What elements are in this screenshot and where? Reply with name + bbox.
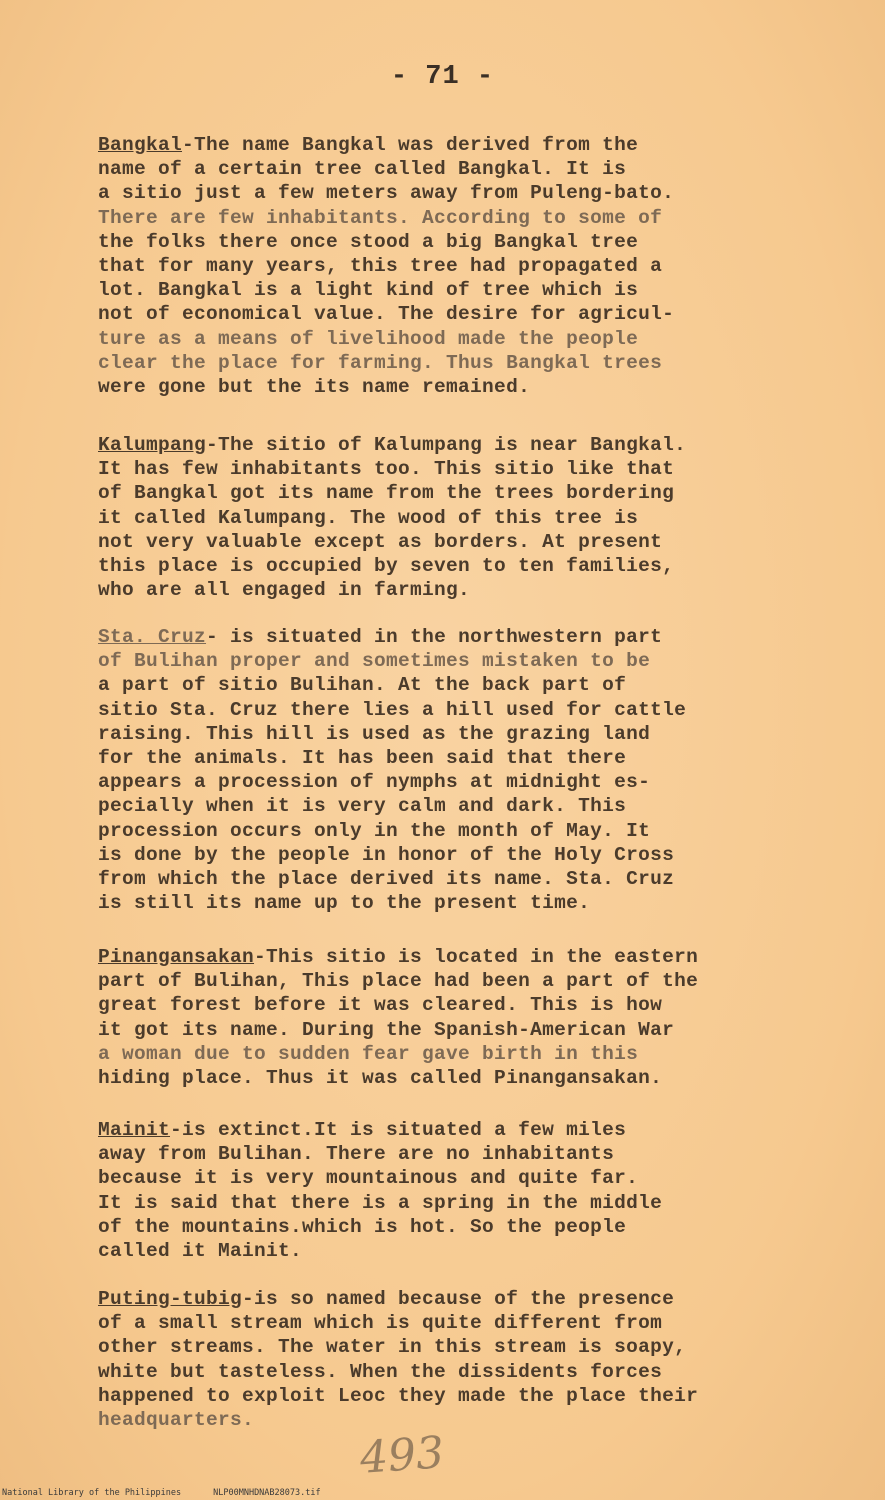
entry-line: clear the place for farming. Thus Bangkal trees: [98, 351, 663, 374]
entry-line: is done by the people in honor of the Holy Cross: [98, 843, 675, 866]
entry-line: it got its name. During the Spanish-American War: [98, 1018, 675, 1041]
entry-line: white but tasteless. When the dissidents forces: [98, 1360, 663, 1383]
entry-line: It has few inhabitants too. This sitio like that: [98, 458, 675, 481]
entry-heading: Sta. Cruz: [98, 626, 207, 648]
page-number: - 71 -: [390, 62, 495, 92]
entry-mainit: [98, 1118, 838, 1263]
entry-line: that for many years, this tree had propagated a: [98, 255, 663, 278]
entry-line: this place is occupied by seven to ten families,: [98, 555, 675, 578]
entry-line: appears a procession of nymphs at midnight es-: [98, 771, 651, 794]
entry-line: called it Mainit.: [98, 1240, 303, 1263]
entry-line: for the animals. It has been said that there: [98, 747, 627, 770]
entry-line: Kalumpang-The sitio of Kalumpang is near Bangkal.: [98, 434, 687, 456]
entry-bangkal: [98, 133, 838, 399]
entry-line: of the mountains.which is hot. So the people: [98, 1215, 627, 1238]
entry-line: happened to exploit Leoc they made the place their: [98, 1384, 699, 1407]
entry-heading: Bangkal: [98, 134, 183, 156]
entry-heading: Pinangansakan: [98, 946, 255, 968]
entry-line: Mainit-is extinct.It is situated a few miles: [98, 1119, 627, 1141]
entry-heading: Puting-tubig: [98, 1288, 243, 1310]
entry-line: is still its name up to the present time.: [98, 892, 591, 915]
entry-puting-tubig: [98, 1287, 838, 1432]
entry-line: lot. Bangkal is a light kind of tree which is: [98, 279, 639, 302]
entry-line: a sitio just a few meters away from Puleng-bato.: [98, 182, 675, 205]
entry-line: procession occurs only in the month of May. It: [98, 819, 651, 842]
entry-line: from which the place derived its name. Sta. Cruz: [98, 868, 675, 891]
entry-line: raising. This hill is used as the grazing land: [98, 722, 651, 745]
entry-line: headquarters.: [98, 1409, 255, 1432]
entry-sta-cruz: [98, 625, 838, 915]
entry-pinangansakan: [98, 945, 838, 1090]
entry-line: it called Kalumpang. The wood of this tree is: [98, 506, 639, 529]
entry-line: Sta. Cruz- is situated in the northwestern part: [98, 626, 663, 648]
entry-line: There are few inhabitants. According to some of: [98, 206, 663, 229]
entry-line: Puting-tubig-is so named because of the presence: [98, 1288, 675, 1310]
entry-line: hiding place. Thus it was called Pinangansakan.: [98, 1067, 663, 1090]
entry-line: other streams. The water in this stream is soapy,: [98, 1336, 687, 1359]
entry-line: It is said that there is a spring in the middle: [98, 1191, 663, 1214]
entry-line: who are all engaged in farming.: [98, 579, 471, 602]
entry-line: sitio Sta. Cruz there lies a hill used for cattle: [98, 698, 687, 721]
entry-line: were gone but the its name remained.: [98, 376, 531, 399]
footer-filename: NLP00MNHDNAB28073.tif: [213, 1488, 321, 1498]
entry-line: of a small stream which is quite different from: [98, 1312, 663, 1335]
entry-line: not very valuable except as borders. At present: [98, 530, 663, 553]
entry-line: of Bulihan proper and sometimes mistaken to be: [98, 650, 651, 673]
entry-line: Pinangansakan-This sitio is located in the eastern: [98, 946, 699, 968]
entry-line: great forest before it was cleared. This is how: [98, 994, 663, 1017]
entry-line: the folks there once stood a big Bangkal tree: [98, 230, 639, 253]
entry-line: not of economical value. The desire for agricul-: [98, 303, 675, 326]
entry-line: of Bangkal got its name from the trees bordering: [98, 482, 675, 505]
entry-line: Bangkal-The name Bangkal was derived from the: [98, 134, 639, 156]
entry-kalumpang: [98, 433, 838, 602]
entry-line: ture as a means of livelihood made the people: [98, 327, 639, 350]
entry-line: pecially when it is very calm and dark. This: [98, 795, 627, 818]
entry-heading: Mainit: [98, 1119, 171, 1141]
entry-line: because it is very mountainous and quite far.: [98, 1167, 639, 1190]
entry-line: away from Bulihan. There are no inhabitants: [98, 1143, 615, 1166]
entry-line: name of a certain tree called Bangkal. It is: [98, 158, 627, 181]
entry-line: part of Bulihan, This place had been a part of the: [98, 970, 699, 993]
entry-line: a part of sitio Bulihan. At the back part of: [98, 674, 627, 697]
scan-footer: [2, 1488, 321, 1498]
handwritten-page-mark: 493: [358, 1427, 446, 1484]
entry-heading: Kalumpang: [98, 434, 207, 456]
entry-line: a woman due to sudden fear gave birth in this: [98, 1042, 639, 1065]
footer-library: National Library of the Philippines: [2, 1488, 182, 1498]
